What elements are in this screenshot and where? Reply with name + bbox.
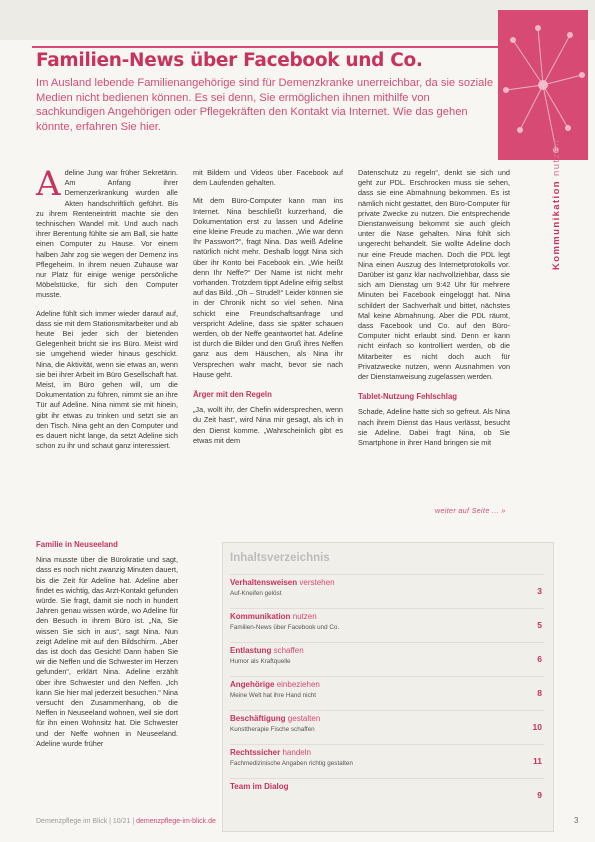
toc-item[interactable] [230,778,544,807]
continued-link[interactable]: weiter auf Seite ... » [435,508,506,515]
column-1 [36,164,178,459]
toc-page-number: 6 [537,654,542,664]
toc-page-number: 9 [537,790,542,800]
column-1-lower [36,530,178,757]
toc-subtitle: Meine Welt hat ihre Hand nicht [230,692,316,699]
title-rule [32,46,552,48]
toc-category-bold: Team im Dialog [230,782,289,791]
section-label [551,139,562,270]
toc-subtitle: Fachmedizinische Angaben richtig gestalten [230,760,353,767]
paragraph: Adeline fühlt sich immer wieder darauf auf, dass sie mit dem Stationsmitarbeiter und ab heute Bei jeder sich der bietenden Gelegenheit bricht sie ins Büro. Meist wird sie umgehend wieder hinaus geschickt. Nina, die Aktivität, wenn sie etwas an, wenn sie bei ihrer Arbeit im Büro Gesellschaft hat. Meist, im Büro gehen will, um die Dokumentation zu führen, nimmt sie an ihre Tür auf Adeline. Nina nimmt sie mit hinein, gibt ihr etwas zu trinken und setzt sie an den Tisch. Nina geht an den Computer und es dauert nicht lange, da setzt Adeline sich schon zu ihr und schaut ganz interessiert. [36,308,178,451]
toc-page-number: 5 [537,620,542,630]
toc-item[interactable] [230,744,544,773]
article-title: Familien-News über Facebook und Co. [36,50,423,71]
paragraph: Mit dem Büro-Computer kann man ins Internet. Nina beschließt kurzerhand, die Dokumentation erst zu lassen und Adeline eine kleine Freude zu machen. „Wie war denn Ihr Passwort?“, fragt Nina. Das weiß Adeline natürlich nicht mehr. Deshalb loggt Nina sich über ihr Konto bei Facebook ein. „Wie heißt denn Ihr Neffe?“ Der Name ist nicht mehr vorhanden. Trotzdem tippt Adeline eifrig selbst auf das Bild. „Oh – Strudel!“ Leider können sie in der Chronik nicht so viel sehen. Nina schickt eine Freundschaftsanfrage und verspricht Adeline, dass sie später schauen werden, ob der Neffe geantwortet hat. Adeline ist durch die Bilder und den Gruß ihres Neffen ganz aus dem Häuschen, als Nina ihr Versprechen wahr macht, bevor sie nach Hause geht. [193,196,343,379]
toc-category-rest: einbeziehen [276,680,320,689]
toc-category [230,748,544,757]
toc-subtitle: Auf-Kneifen gelöst [230,590,282,597]
toc-category-bold: Beschäftigung [230,714,286,723]
toc-item[interactable] [230,710,544,739]
section-label-bold: Kommunikation [551,180,562,270]
subheading: Tablet-Nutzung Fehlschlag [358,392,458,402]
toc-item[interactable] [230,642,544,671]
article-lead: Im Ausland lebende Familienangehörige sind für Demenzkranke unerreichbar, da sie soziale Medien nicht bedienen können. Es sei denn, Sie ermöglichen ihnen mithilfe von sachkundigen Angehörigen oder Pflegekräften den Kontakt via Internet. Wie das gehen könnte, erfahren Sie hier. [36,77,494,133]
column-2 [193,168,343,454]
page-number: 3 [574,816,579,825]
section-label-thin: nutzen [551,139,562,176]
toc-category-rest: handeln [282,748,311,757]
toc-category-rest: nutzen [292,612,317,621]
toc-category-bold: Verhaltensweisen [230,578,298,587]
drop-cap: A [36,164,61,204]
section-color-box [498,10,588,160]
toc-category [230,714,544,723]
toc-title: Inhaltsverzeichnis [230,552,330,564]
toc-subtitle: Familien-News über Facebook und Co. [230,624,340,631]
toc-category [230,646,544,655]
toc-category [230,578,544,587]
toc-category-bold: Entlastung [230,646,272,655]
toc-subtitle: Humor als Kraftquelle [230,658,291,665]
toc-category-rest: verstehen [299,578,335,587]
toc-item[interactable] [230,676,544,705]
paragraph: „Ja, wollt ihr, der Chefin widersprechen, wenn du Zeit hast“, wird Nina mir gesagt, als ich in den Dienst komme. „Wahrscheinlich gibt es etwas mit dem [193,405,343,445]
toc-item[interactable] [230,608,544,637]
dandelion-decoration-icon [498,10,588,160]
toc-item[interactable] [230,574,544,603]
toc-page-number: 11 [533,756,542,766]
paragraph: Schade, Adeline hatte sich so gefreut. Als Nina nach ihrem Dienst das Haus verlässt, besucht sie Adeline. Dabei fragt Nina, ob Sie Smartphone in ihrer Hand bringen sie mit [358,407,510,448]
footer [36,818,216,825]
toc-category [230,680,544,689]
toc-page-number: 3 [537,586,542,596]
toc-category-bold: Rechtssicher [230,748,281,757]
paragraph: Adeline Jung war früher Sekretärin. Am Anfang ihrer Demenzerkrankung wurden alle Akten handschriftlich geführt. Bis zu ihrem Renteneintritt machte sie den technischen Wandel mit. Und auch nach ihrer Berentung fühlte sie am Ball, sie hatte einen Computer zu Hause. Vor einem halben Jahr zog sie wegen der Demenz ins Pflegeheim. In ihrem neuen Zuhause war nur Platz für einige wenige persönliche Möbelstücke, für sich den Computer musste. [36,164,178,300]
toc-page-number: 10 [532,722,542,732]
toc-category [230,612,544,621]
toc-category-rest: schaffen [273,646,304,655]
footer-url[interactable]: demenzpflege-im-blick.de [136,818,216,825]
paragraph: Nina musste über die Bürokratie und sagt, dass es noch nicht zwanzig Minuten dauert, bis die Zeit für Adeline hat. Adeline aber findet es wichtig, das Arzt-Kontakt gefunden würde. Sie fragt, damit sie noch in hundert Jahren genau wissen würde, wo Adeline für den Besuch in ihrem Büro ist. „Na, Sie wissen Sie sich in aus“, sagt Nina. Nun zeigt Adeline mit auf den Bildschirm. „Aber das ist doch das Gesicht! Dann haben Sie wir die Neffen und die Schwester im Herzen gefunden“, erklärt Nina. Adeline erzählt über ihre Schwester und den Neffen. „Ich kann Sie hier mal jederzeit besuchen.“ Nina versucht den Zusammenhang, ob die Neffen in Neuseeland wohnen, weil sie dort für ihn einen Wohnsitz hat. Die Schwester und der Neffe wohnen in Neuseeland. Adeline wurde früher [36,555,178,748]
footer-publication: Demenzpflege im Blick | 10/21 | [36,818,135,825]
paragraph: mit Bildern und Videos über Facebook auf dem Laufenden gehalten. [193,168,343,188]
subheading: Ärger mit den Regeln [193,390,272,400]
toc-category-bold: Angehörige [230,680,275,689]
toc-page-number: 8 [537,688,542,698]
paragraph: Datenschutz zu regeln“, denkt sie sich und geht zur PDL. Erschrocken muss sie sehen, dass sie eine Abmahnung bekommen. Es ist nämlich nicht gestattet, den Büro-Computer für private Zwecke zu nutzen. Die entsprechende Dienstanweisung bekommt sie auch gleich unter die Nase gehalten. Nina fühlt sich ungerecht behandelt. Sie wollte Adeline doch nur eine Freude machen. Doch die PDL legt Nina einen Auszug des Internetprotokolls vor. Darüber ist ganz klar nachvollziehbar, dass sie sich am Dienstag um 9:42 Uhr für mehrere Minuten bei Facebook eingeloggt hat. Nina schildert der Sachverhalt und bittet, nächstes Mal keine Abmahnung. Aber die PDL räumt, dass Facebook und Co. auf den Büro-Computer nicht erlaubt sind. Denn er kann nicht einfach so kontrolliert werden, ob die Mitarbeiter es nicht doch auch für Privatzwecke nutzen, wenn Ausnahmen von der Dienstanweisung zugelassen werden. [358,168,510,382]
toc-category [230,782,544,791]
toc-category-rest: gestalten [287,714,321,723]
toc-category-bold: Kommunikation [230,612,291,621]
column-3 [358,168,510,456]
toc-subtitle: Kunsttherapie Fische schaffen [230,726,315,733]
subheading: Familie in Neuseeland [36,540,118,549]
